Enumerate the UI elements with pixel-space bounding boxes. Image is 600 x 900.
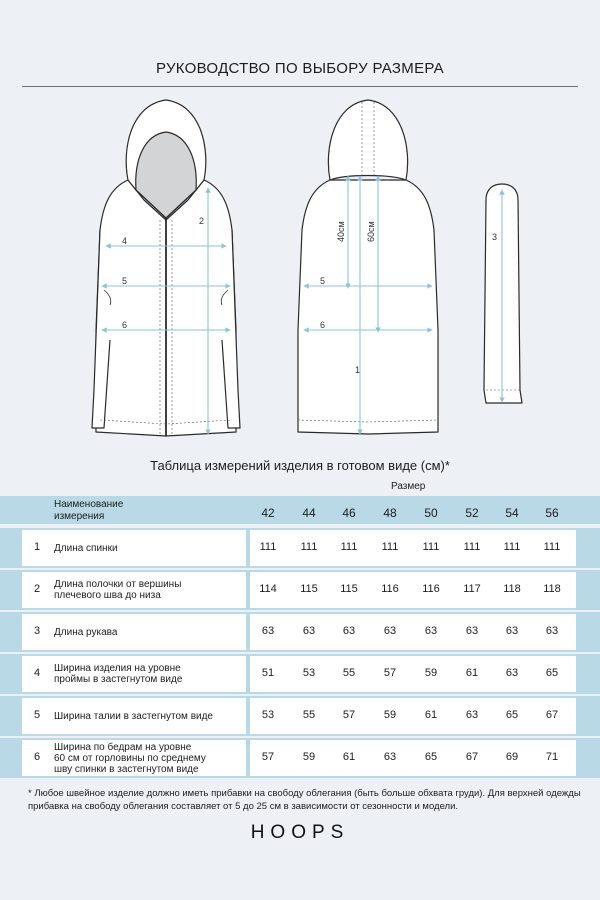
table-cell: 71 <box>545 751 559 763</box>
table-cell: 67 <box>465 751 479 763</box>
size-header-42: 42 <box>261 506 275 520</box>
back-label-5: 5 <box>320 276 326 286</box>
table-cell: 111 <box>463 541 481 553</box>
table-cell: 63 <box>302 625 316 637</box>
table-cell: 57 <box>383 667 397 679</box>
row-measurement-name: Ширина талии в застегнутом виде <box>54 710 213 722</box>
front-label-6: 6 <box>122 320 128 330</box>
row-measurement-name: Длина рукава <box>54 626 118 638</box>
size-header-50: 50 <box>424 506 438 520</box>
table-cell: 53 <box>302 667 316 679</box>
row-number: 3 <box>33 625 41 637</box>
back-label-60cm: 60см <box>366 221 376 242</box>
table-cell: 116 <box>381 583 399 595</box>
table-cell: 115 <box>340 583 358 595</box>
front-label-5: 5 <box>122 276 128 286</box>
table-cell: 61 <box>465 667 479 679</box>
table-cell: 55 <box>302 709 316 721</box>
table-cell: 63 <box>383 751 397 763</box>
table-cell: 63 <box>545 625 559 637</box>
table-cell: 114 <box>259 583 277 595</box>
sleeve-outline <box>484 184 522 403</box>
table-cell: 118 <box>543 583 561 595</box>
size-header-44: 44 <box>302 506 316 520</box>
table-cell: 69 <box>505 751 519 763</box>
table-cell: 61 <box>424 709 438 721</box>
size-header-52: 52 <box>465 506 479 520</box>
size-header-56: 56 <box>545 506 559 520</box>
table-cell: 51 <box>261 667 275 679</box>
row-number: 4 <box>33 667 41 679</box>
table-title: Таблица измерений изделия в готовом виде (см)* <box>150 458 450 473</box>
row-number: 1 <box>33 541 41 553</box>
table-cell: 63 <box>465 709 479 721</box>
row-number: 6 <box>33 751 41 763</box>
table-cell: 63 <box>383 625 397 637</box>
row-measurement-name: Ширина изделия на уровне проймы в застегнутом виде <box>54 663 183 685</box>
table-cell: 111 <box>259 541 277 553</box>
size-header-54: 54 <box>505 506 519 520</box>
table-cell: 65 <box>545 667 559 679</box>
table-cell: 59 <box>424 667 438 679</box>
table-cell: 63 <box>342 625 356 637</box>
front-label-4: 4 <box>122 236 128 246</box>
table-cell: 111 <box>300 541 318 553</box>
table-cell: 59 <box>302 751 316 763</box>
table-cell: 118 <box>503 583 521 595</box>
back-hood-outline <box>328 100 407 180</box>
page-title: РУКОВОДСТВО ПО ВЫБОРУ РАЗМЕРА <box>155 60 444 77</box>
footnote: * Любое швейное изделие должно иметь прибавки на свободу облегания (быть больше обхвата груди). Для верхней одежды прибавка на свободу облегания составляет от 5 до 25 см в зависимости от сезонности и модели. <box>28 788 581 812</box>
table-cell: 116 <box>422 583 440 595</box>
table-cell: 63 <box>261 625 275 637</box>
front-label-2: 2 <box>199 216 205 226</box>
row-number: 2 <box>33 583 41 595</box>
table-cell: 65 <box>505 709 519 721</box>
table-cell: 111 <box>422 541 440 553</box>
title-divider <box>22 86 578 87</box>
table-cell: 115 <box>300 583 318 595</box>
size-header-48: 48 <box>383 506 397 520</box>
garment-sketch <box>0 90 600 450</box>
table-cell: 63 <box>505 625 519 637</box>
size-header-46: 46 <box>342 506 356 520</box>
table-cell: 55 <box>342 667 356 679</box>
table-cell: 59 <box>383 709 397 721</box>
row-number: 5 <box>33 709 41 721</box>
size-caption: Размер <box>391 481 426 492</box>
table-cell: 111 <box>503 541 521 553</box>
row-measurement-name: Ширина по бедрам на уровне 60 см от горловины по среднему шву спинки в застегнутом виде <box>54 741 206 775</box>
back-label-40cm: 40см <box>336 221 346 242</box>
table-cell: 67 <box>545 709 559 721</box>
table-cell: 117 <box>463 583 481 595</box>
row-measurement-name: Длина спинки <box>54 542 118 554</box>
table-cell: 63 <box>505 667 519 679</box>
table-cell: 111 <box>543 541 561 553</box>
table-cell: 63 <box>424 625 438 637</box>
table-cell: 65 <box>424 751 438 763</box>
table-cell: 57 <box>342 709 356 721</box>
table-cell: 111 <box>381 541 399 553</box>
table-cell: 111 <box>340 541 358 553</box>
table-cell: 57 <box>261 751 275 763</box>
back-jacket-outline <box>298 180 438 434</box>
back-label-1: 1 <box>355 365 361 375</box>
table-cell: 61 <box>342 751 356 763</box>
row-measurement-name: Длина полочки от вершины плечевого шва до низа <box>54 579 182 601</box>
table-cell: 53 <box>261 709 275 721</box>
back-label-6: 6 <box>320 320 326 330</box>
table-cell: 63 <box>465 625 479 637</box>
brand-logo: HOOPS <box>250 822 350 843</box>
header-measurement-name: Наименование измерения <box>54 499 124 522</box>
sleeve-label-3: 3 <box>492 232 498 242</box>
